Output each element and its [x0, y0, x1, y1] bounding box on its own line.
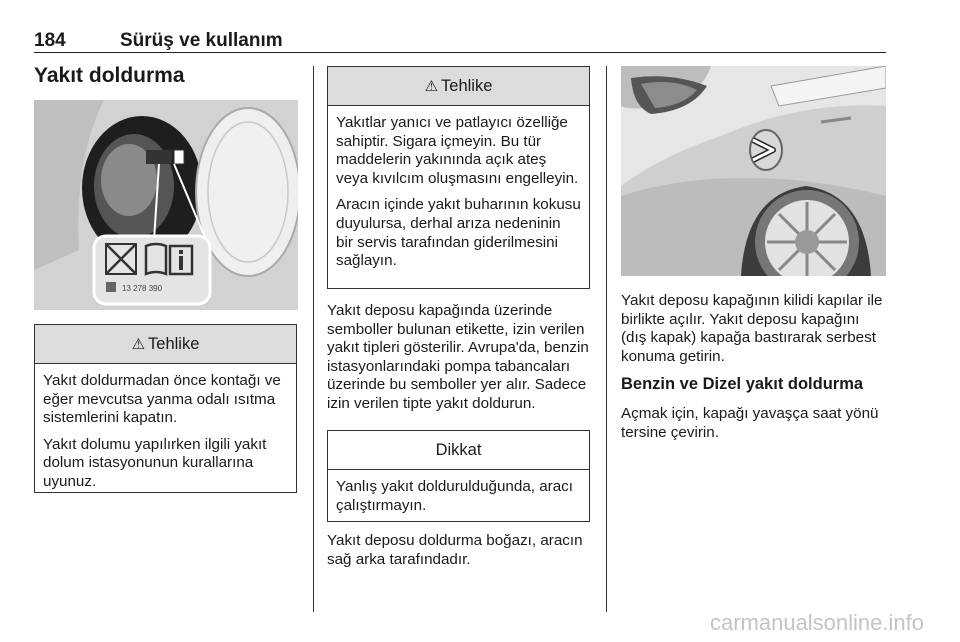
danger-box-title: Tehlike — [148, 334, 200, 353]
danger-box-2 — [327, 66, 590, 289]
notice-paragraph: Yanlış yakıt doldurulduğunda, aracı çalıştırmayın. — [336, 478, 573, 514]
notice-box — [327, 430, 590, 522]
danger-box-title: Tehlike — [441, 76, 493, 95]
notice-box-title: Dikkat — [435, 440, 482, 459]
fuel-type-paragraph: Yakıt deposu kapağında üzerinde semboller bulunan etikette, izin verilen yakıt tipleri gösterilir. Avrupa'da, benzin istasyonlarındaki pompa tabancaları üzerinde bu semboller yer alır. Sadece izin verilen tipte yakıt doldurun. — [327, 302, 589, 412]
warning-triangle-icon: ⚠ — [131, 336, 146, 353]
chapter-title: Sürüş ve kullanım — [120, 30, 283, 51]
danger-paragraph: Yakıt dolumu yapılırken ilgili yakıt dolum istasyonunun kurallarına uyunuz. — [43, 435, 267, 490]
danger-box-1 — [34, 324, 297, 493]
small-mark-icon — [106, 282, 116, 292]
section-title: Yakıt doldurma — [34, 64, 185, 87]
column-divider — [606, 66, 607, 612]
danger-paragraph: Aracın içinde yakıt buharının kokusu duyulursa, derhal arıza nedeninin bir servis tarafından giderilmesini sağlayın. — [336, 196, 581, 270]
fuelling-subheading: Benzin ve Dizel yakıt doldurma — [621, 375, 864, 393]
fuel-flap-illustration — [34, 100, 298, 310]
warning-triangle-icon: ⚠ — [424, 78, 439, 95]
danger-paragraph: Yakıtlar yanıcı ve patlayıcı özelliğe sahiptir. Sigara içmeyin. Bu tür maddelerin yakınında açık ateş veya kıvılcım oluşmasını engelleyin. — [336, 114, 579, 187]
danger-box-header — [328, 67, 589, 106]
car-rear-figure — [621, 66, 886, 276]
page-header — [34, 30, 886, 53]
notice-box-header — [328, 431, 589, 470]
page-number: 184 — [34, 30, 66, 51]
filler-location-paragraph: Yakıt deposu doldurma boğazı, aracın sağ arka tarafındadır. — [327, 532, 583, 568]
site-watermark: carmanualsonline.info — [709, 610, 924, 635]
flap-lock-paragraph: Yakıt deposu kapağının kilidi kapılar ile birlikte açılır. Yakıt deposu kapağını (dış kapak) kapağa bastırarak serbest konuma getirin. — [621, 292, 883, 365]
danger-paragraph: Yakıt doldurmadan önce kontağı ve eğer mevcutsa yanma odalı ısıtma sistemlerini kapatın. — [43, 372, 281, 427]
figure-code: 13 278 390 — [122, 284, 163, 293]
danger-box-header — [35, 325, 296, 364]
column-divider — [313, 66, 314, 612]
fuel-flap-label-figure — [34, 100, 298, 310]
cap-open-paragraph: Açmak için, kapağı yavaşça saat yönü tersine çevirin. — [621, 405, 879, 441]
car-rear-illustration — [621, 66, 886, 276]
